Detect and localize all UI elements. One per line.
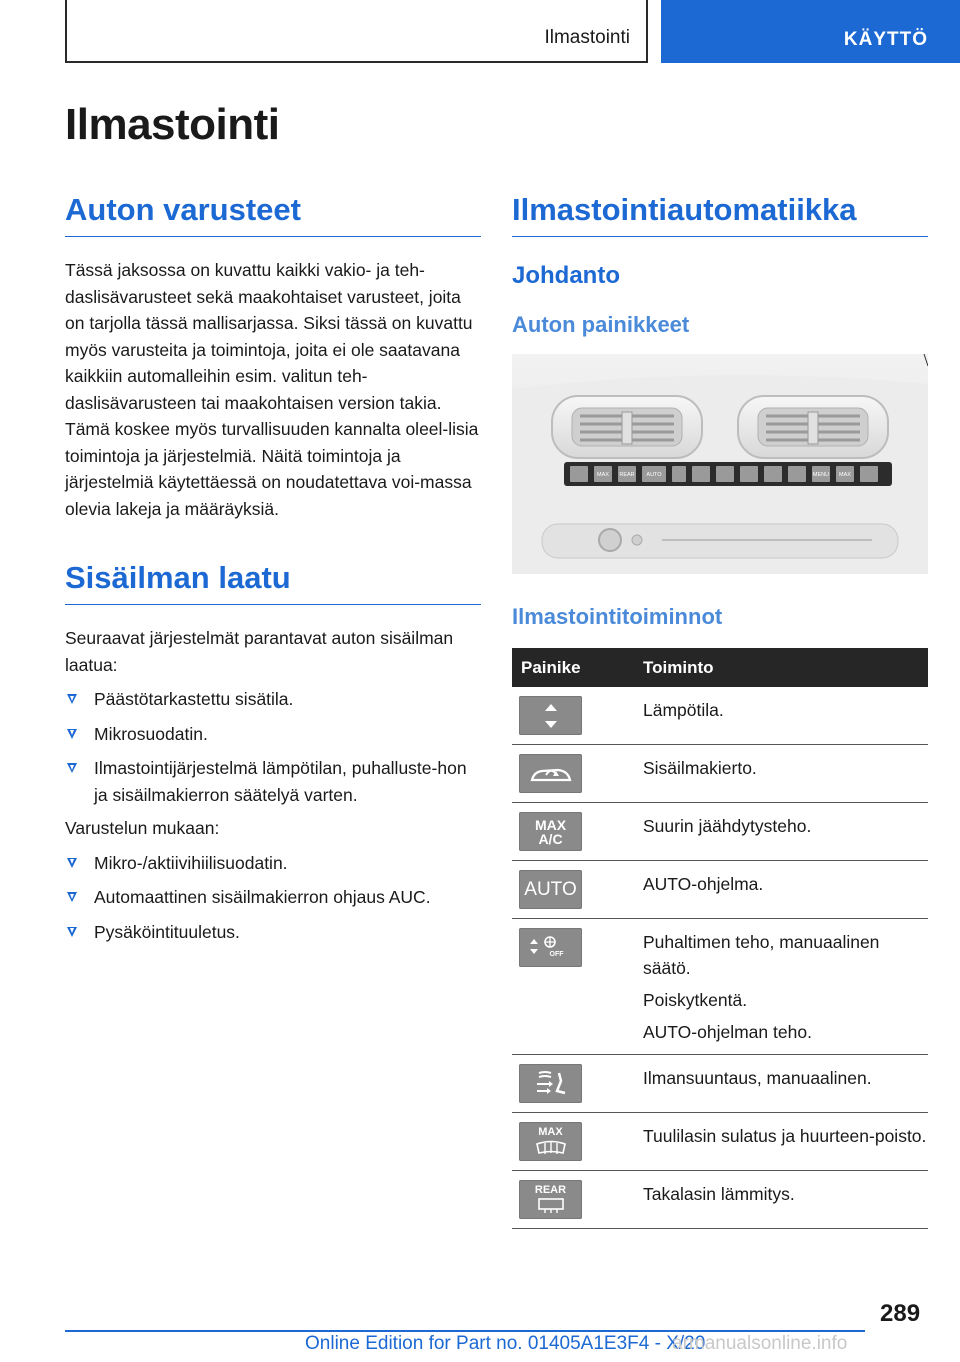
triangle-bullet-icon bbox=[67, 858, 77, 868]
air-quality-intro: Seuraavat järjestelmät parantavat auton sisäilman laatua: bbox=[65, 628, 454, 675]
page-title: Ilmastointi bbox=[65, 100, 280, 149]
triangle-bullet-icon bbox=[67, 729, 77, 739]
list-item: Päästötarkastettu sisätila. bbox=[65, 686, 481, 713]
temperature-updown-icon bbox=[519, 696, 582, 735]
table-row bbox=[512, 687, 928, 745]
equipment-body: Tässä jaksossa on kuvattu kaikki vakio- ja teh-daslisävarusteet sekä maakohtaiset varusteet, joita on tarjolla tässä mallisarjassa. Siksi tässä on kuvattu myös varusteita ja toimintoja, joita ei ole saatavana kaikkiin automalleihin esim. valitun teh-daslisävarusteen tai maakohtaisen version takia. Tämä koskee myös turvallisuuden kannalta oleel-lisia toimintoja ja järjestelmiä. Näitä toimintoja ja järjestelmiä käytettäessä on noudatettava voi-massa olevia lakeja ja määräyksiä. bbox=[65, 260, 479, 519]
photo-button-max-label: MAX bbox=[597, 472, 609, 478]
subsection-title-buttons: Auton painikkeet bbox=[512, 312, 690, 337]
header-chapter-label: KÄYTTÖ bbox=[843, 29, 928, 50]
table-row bbox=[512, 1113, 928, 1171]
auto-icon: AUTO bbox=[519, 870, 582, 909]
photo-button-maxac-label: MAX bbox=[839, 472, 851, 478]
list-item: Mikro-/aktiivihiilisuodatin. bbox=[65, 850, 481, 877]
table-row bbox=[512, 745, 928, 803]
table-row bbox=[512, 803, 928, 861]
header-section-box bbox=[65, 0, 648, 63]
climate-functions-table bbox=[512, 648, 928, 1229]
row-text: Ilmansuuntaus, manuaalinen. bbox=[643, 1068, 872, 1088]
row-text: Puhaltimen teho, manuaalinen säätö. bbox=[643, 932, 880, 978]
recirculation-car-icon bbox=[519, 754, 582, 793]
photo-button-rear-label: REAR bbox=[619, 472, 635, 478]
footer-watermark: armanualsonline.info bbox=[672, 1333, 848, 1354]
row-text: Sisäilmakierto. bbox=[643, 758, 757, 778]
table-row bbox=[512, 1055, 928, 1113]
section-title-air-quality: Sisäilman laatu bbox=[65, 560, 481, 605]
max-ac-icon: MAX A/C bbox=[519, 812, 582, 851]
section-title-equipment: Auton varusteet bbox=[65, 192, 481, 237]
row-text: Suurin jäähdytysteho. bbox=[643, 816, 812, 836]
photo-button-auto-label: AUTO bbox=[646, 472, 662, 478]
fan-off-icon: OFF bbox=[519, 928, 582, 967]
list-item: Ilmastointijärjestelmä lämpötilan, puhalluste-hon ja sisäilmakierron säätelyä varten. bbox=[65, 755, 481, 808]
subsection-title-intro: Johdanto bbox=[512, 262, 620, 289]
air-distribution-icon bbox=[519, 1064, 582, 1103]
row-text: Poiskytkentä. bbox=[643, 990, 748, 1010]
triangle-bullet-icon bbox=[67, 763, 77, 773]
subsection-title-functions: Ilmastointitoiminnot bbox=[512, 604, 723, 629]
rear-defrost-icon: REAR bbox=[519, 1180, 582, 1219]
triangle-bullet-icon bbox=[67, 892, 77, 902]
table-header-button: Painike bbox=[512, 648, 634, 687]
footer-divider bbox=[65, 1330, 865, 1332]
air-quality-list bbox=[65, 686, 481, 808]
table-row bbox=[512, 861, 928, 919]
section-title-auto-climate: Ilmastointiautomatiikka bbox=[512, 192, 928, 237]
list-item: Mikrosuodatin. bbox=[65, 721, 481, 748]
optional-equipment-list bbox=[65, 850, 481, 946]
table-row bbox=[512, 1171, 928, 1229]
photo-button-menu-label: MENU bbox=[812, 472, 830, 478]
row-text: AUTO-ohjelma. bbox=[643, 874, 764, 894]
table-row bbox=[512, 919, 928, 1055]
row-text: Takalasin lämmitys. bbox=[643, 1184, 795, 1204]
optional-equipment-label: Varustelun mukaan: bbox=[65, 818, 220, 838]
footer-edition: Online Edition for Part no. 01405A1E3F4 - X/20 bbox=[305, 1333, 706, 1354]
row-text: Lämpötila. bbox=[643, 700, 724, 720]
header-section-label: Ilmastointi bbox=[544, 27, 630, 48]
max-defrost-icon: MAX bbox=[519, 1122, 582, 1161]
climate-panel-illustration bbox=[512, 354, 928, 574]
header-chapter-tab bbox=[661, 0, 960, 63]
left-column bbox=[65, 192, 481, 945]
table-header-function: Toiminto bbox=[634, 648, 928, 687]
triangle-bullet-icon bbox=[67, 694, 77, 704]
triangle-bullet-icon bbox=[67, 927, 77, 937]
list-item: Pysäköintituuletus. bbox=[65, 919, 481, 946]
right-column bbox=[512, 192, 928, 1229]
row-text: Tuulilasin sulatus ja huurteen-poisto. bbox=[643, 1126, 927, 1146]
list-item: Automaattinen sisäilmakierron ohjaus AUC. bbox=[65, 884, 481, 911]
row-text: AUTO-ohjelman teho. bbox=[643, 1022, 812, 1042]
climate-control-photo bbox=[512, 354, 928, 574]
page-number: 289 bbox=[880, 1300, 921, 1327]
